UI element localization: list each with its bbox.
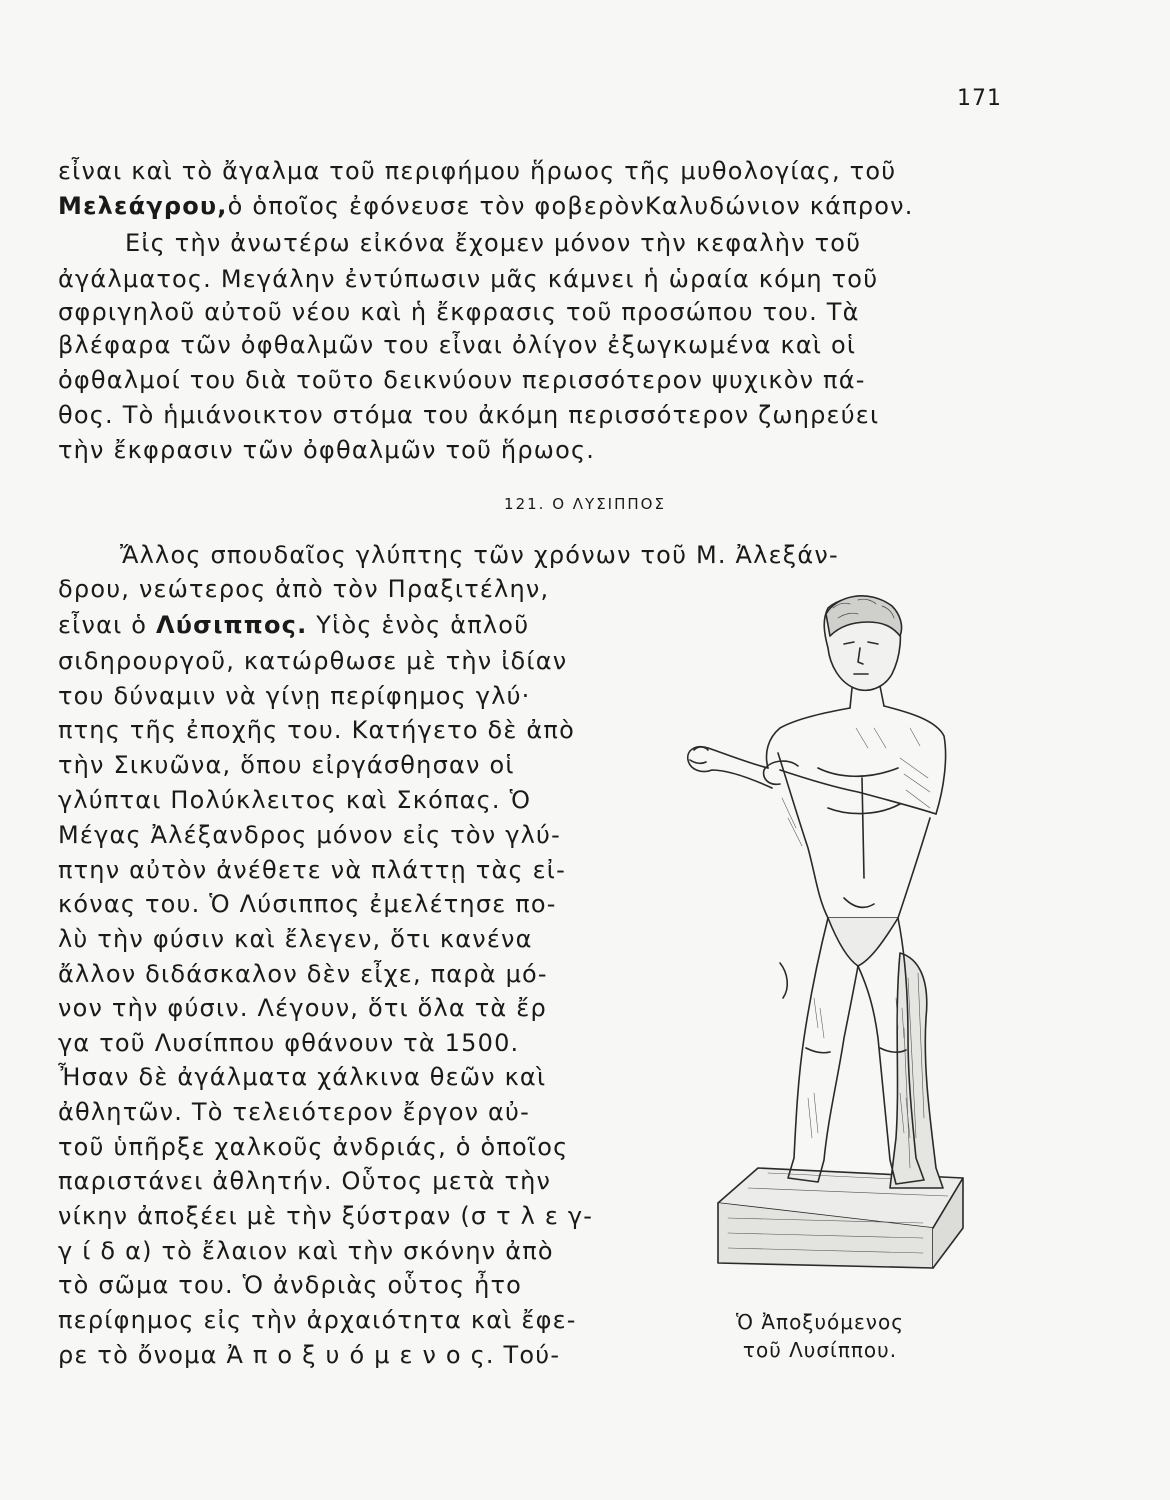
text-line: βλέφαρα τῶν ὀφθαλμῶν του εἶναι ὀλίγον ἐξωγκωμένα καὶ οἱ [58, 331, 857, 359]
text-line: πτης τῆς ἐποχῆς του. Κατήγετο δὲ ἀπὸ [58, 716, 575, 744]
text-line: Μελεάγρου,ὁ ὁποῖος ἐφόνευσε τὸν φοβερὸνΚαλυδώνιον κάπρον. [58, 192, 914, 220]
text-line: τὴν ἔκφρασιν τῶν ὀφθαλμῶν τοῦ ἥρωος. [58, 436, 596, 464]
text-line: νον τὴν φύσιν. Λέγουν, ὅτι ὅλα τὰ ἔρ [58, 994, 547, 1022]
bold-name: Λύσιππος. [156, 611, 308, 639]
bold-name: Μελεάγρου, [58, 192, 228, 220]
text-line: ἀθλητῶν. Τὸ τελειότερον ἔργον αὐ- [58, 1098, 530, 1126]
text-line: γα τοῦ Λυσίππου φθάνουν τὰ 1500. [58, 1029, 520, 1057]
statue-illustration [668, 578, 968, 1278]
text-line: του δύναμιν νὰ γίνῃ περίφημος γλύ· [58, 682, 531, 710]
text-line: νίκην ἀποξέει μὲ τὴν ξύστραν (σ τ λ ε γ- [58, 1202, 594, 1230]
text-line: Εἰς τὴν ἀνωτέρω εἰκόνα ἔχομεν μόνον τὴν κεφαλὴν τοῦ [125, 229, 862, 257]
text-line: τὸ σῶμα του. Ὁ ἀνδριὰς οὗτος ἦτο [58, 1271, 523, 1299]
text-line: πτην αὐτὸν ἀνέθετε νὰ πλάττῃ τὰς εἰ- [58, 856, 566, 884]
text-line: λὺ τὴν φύσιν καὶ ἔλεγεν, ὅτι κανένα [58, 925, 533, 953]
text-line: σφριγηλοῦ αὐτοῦ νέου καὶ ἡ ἔκφρασις τοῦ προσώπου του. Τὰ [58, 298, 860, 326]
text-line: ὀφθαλμοί του διὰ τοῦτο δεικνύουν περισσότερον ψυχικὸν πά- [58, 366, 866, 394]
text-line: ἄλλον διδάσκαλον δὲν εἶχε, παρὰ μό- [58, 960, 548, 988]
text-line: ἀγάλματος. Μεγάλην ἐντύπωσιν μᾶς κάμνει ἡ ὡραία κόμη τοῦ [58, 265, 879, 293]
text-line: κόνας του. Ὁ Λύσιππος ἐμελέτησε πο- [58, 890, 557, 918]
text-line: Μέγας Ἀλέξανδρος μόνον εἰς τὸν γλύ- [58, 821, 561, 849]
figure-caption-line-2: τοῦ Λυσίππου. [742, 1338, 898, 1362]
text-line: εἶναι ὁ Λύσιππος. Υἱὸς ἑνὸς ἁπλοῦ [58, 611, 530, 639]
section-heading: 121. Ο ΛΥΣΙΠΠΟΣ [504, 495, 666, 513]
text-line: γ ί δ α) τὸ ἔλαιον καὶ τὴν σκόνην ἀπὸ [58, 1237, 554, 1265]
text-line: τοῦ ὑπῆρξε χαλκοῦς ἀνδριάς, ὁ ὁποῖος [58, 1133, 569, 1161]
text-line: δρου, νεώτερος ἀπὸ τὸν Πραξιτέλην, [58, 575, 550, 603]
figure-caption-line-1: Ὁ Ἀποξυόμενος [736, 1310, 904, 1334]
text-line: σιδηρουργοῦ, κατώρθωσε μὲ τὴν ἰδίαν [58, 647, 568, 675]
page-number: 171 [957, 86, 1002, 111]
text-line: Ἦσαν δὲ ἀγάλματα χάλκινα θεῶν καὶ [58, 1063, 547, 1091]
text-line: περίφημος εἰς τὴν ἀρχαιότητα καὶ ἔφε- [58, 1306, 577, 1334]
text-line: Ἄλλος σπουδαῖος γλύπτης τῶν χρόνων τοῦ Μ. Ἀλεξάν- [120, 541, 839, 569]
text-line: παριστάνει ἀθλητήν. Οὗτος μετὰ τὴν [58, 1167, 552, 1195]
text-line: τὴν Σικυῶνα, ὅπου εἰργάσθησαν οἱ [58, 751, 515, 779]
text-line: ρε τὸ ὄνομα Ἀ π ο ξ υ ό μ ε ν ο ς. Τού- [58, 1341, 561, 1369]
text-line: γλύπται Πολύκλειτος καὶ Σκόπας. Ὁ [58, 786, 532, 814]
text-line: θος. Τὸ ἡμιάνοικτον στόμα του ἀκόμη περισσότερον ζωηρεύει [58, 401, 880, 429]
text-line: εἶναι καὶ τὸ ἄγαλμα τοῦ περιφήμου ἥρωος τῆς μυθολογίας, τοῦ [58, 157, 897, 185]
